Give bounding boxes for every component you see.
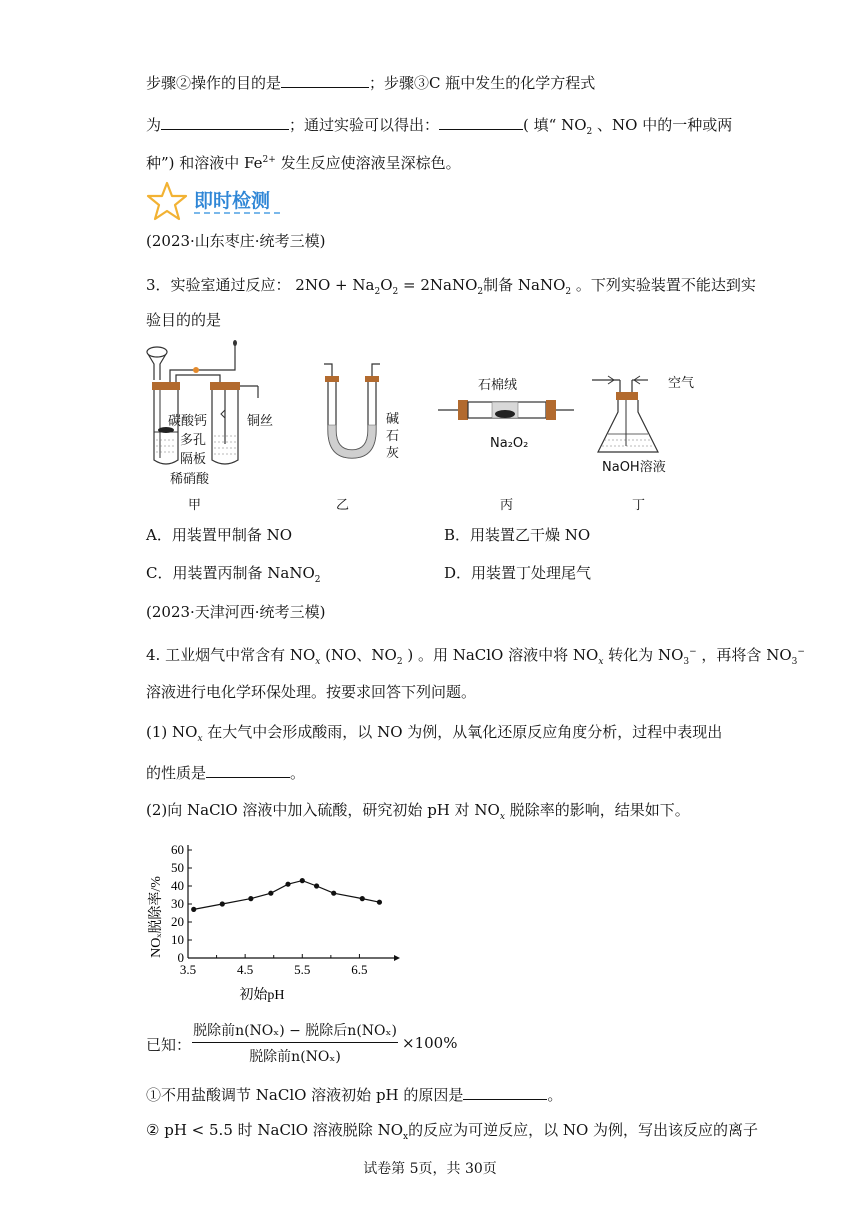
- chart-xlabel: 初始pH: [239, 988, 285, 1003]
- data-point: [248, 896, 253, 901]
- q3-stem-text: = 2NaNO: [398, 276, 478, 294]
- answer-blank[interactable]: [161, 114, 289, 130]
- subscript: 2: [314, 575, 321, 585]
- q4-stem: [146, 642, 805, 672]
- q4-part2-text: 脱除率的影响，结果如下。: [504, 801, 690, 819]
- q4-stem-text: 转化为 NO: [603, 646, 684, 664]
- q4-source: (2023·天津河西·统考三模): [146, 603, 326, 621]
- intro-text: ；步骤③C 瓶中发生的化学方程式: [369, 74, 596, 92]
- star-icon: [146, 180, 188, 222]
- intro-line-1: [146, 72, 595, 93]
- fraction-bar: [192, 1042, 398, 1043]
- q4-sub1-text: ①不用盐酸调节 NaClO 溶液初始 pH 的原因是: [146, 1086, 464, 1104]
- data-point: [285, 882, 290, 887]
- label-asbestos: 石棉绒: [478, 378, 518, 393]
- option-c[interactable]: [146, 562, 320, 585]
- apparatus-ding: [592, 376, 658, 452]
- q4-sub2-text: ② pH < 5.5 时 NaClO 溶液脱除 NO: [146, 1121, 403, 1139]
- subscript: 2: [477, 287, 484, 297]
- subscript: x: [197, 734, 203, 744]
- option-c-text: C．用装置丙制备 NaNO: [146, 564, 315, 582]
- q4-part2: [146, 800, 690, 827]
- intro-text: ( 填“ NO: [523, 116, 587, 134]
- q4-sub2-text: 的反应为可逆反应，以 NO 为例，写出该反应的离子: [408, 1121, 759, 1139]
- option-a[interactable]: A．用装置甲制备 NO: [146, 526, 293, 544]
- option-d[interactable]: D．用装置丁处理尾气: [444, 564, 592, 582]
- q4-part1-text: 的性质是: [146, 764, 207, 782]
- x-axis-arrow: [394, 955, 400, 961]
- chart-ticks: [171, 845, 368, 977]
- fraction-multiplier: ×100%: [402, 1034, 458, 1052]
- fraction-numerator: 脱除前n(NOₓ) − 脱除后n(NOₓ): [193, 1023, 397, 1039]
- label-partition: 隔板: [180, 452, 207, 467]
- label-copper-wire: 铜丝: [247, 414, 274, 429]
- q4-sub1-text: 。: [547, 1086, 563, 1104]
- data-point: [220, 901, 225, 906]
- label-porous: 多孔: [180, 433, 207, 448]
- y-tick-label: 0: [177, 950, 184, 965]
- q4-stem-text: (NO、NO: [320, 646, 397, 664]
- caption-yi: 乙: [336, 498, 350, 513]
- y-tick-label: 50: [171, 860, 184, 875]
- subscript: 2: [396, 657, 403, 667]
- subscript: x: [315, 657, 321, 667]
- label-calcium-carbonate: 碳酸钙: [168, 414, 208, 429]
- caption-bing: 丙: [500, 498, 514, 513]
- q4-part1: [146, 722, 722, 749]
- q4-stem-text: ，再将含 NO: [696, 646, 792, 664]
- subscript: x: [499, 812, 505, 822]
- chart-axes: [185, 845, 400, 961]
- q4-part2-text: (2)向 NaClO 溶液中加入硫酸，研究初始 pH 对 NO: [146, 801, 500, 819]
- subscript: x: [403, 1132, 409, 1142]
- subscript: 2: [586, 127, 593, 137]
- x-tick-label: 3.5: [179, 962, 197, 977]
- superscript: 2+: [262, 155, 276, 165]
- q3-stem-text: 制备 NaNO: [483, 276, 566, 294]
- q3-stem-text: 3．实验室通过反应： 2NO + Na: [146, 276, 375, 294]
- q4-part1-text: 。: [290, 764, 306, 782]
- q3-stem-text: 。下列实验装置不能达到实: [571, 276, 756, 294]
- badge-label: 即时检测: [194, 190, 271, 212]
- caption-jia: 甲: [188, 498, 202, 513]
- intro-line-3: [146, 150, 461, 173]
- y-tick-label: 20: [171, 914, 184, 929]
- q4-part1-line2: [146, 762, 305, 783]
- subscript: 3: [791, 657, 798, 667]
- label-soda-lime-1: 碱: [386, 412, 400, 427]
- q4-part1-text: 在大气中会形成酸雨，以 NO 为例，从氧化还原反应角度分析，过程中表现出: [202, 723, 723, 741]
- q4-sub2: [146, 1120, 758, 1147]
- option-b[interactable]: B．用装置乙干燥 NO: [444, 526, 591, 544]
- subscript: 3: [683, 657, 690, 667]
- data-point: [268, 891, 273, 896]
- label-soda-lime-2: 石: [386, 429, 400, 444]
- q3-stem: [146, 275, 756, 302]
- label-soda-lime-3: 灰: [386, 446, 400, 461]
- y-tick-label: 10: [171, 932, 184, 947]
- label-na2o2: Na₂O₂: [490, 436, 529, 451]
- known-label: 已知：: [146, 1036, 192, 1054]
- answer-blank[interactable]: [439, 114, 523, 130]
- subscript: 2: [565, 287, 572, 297]
- q3-stem-line2: 验目的的是: [146, 311, 222, 329]
- label-naoh-solution: NaOH溶液: [602, 460, 666, 475]
- y-tick-label: 30: [171, 896, 184, 911]
- x-tick-label: 6.5: [351, 962, 368, 977]
- apparatus-yi: [324, 364, 380, 458]
- removal-rate-chart: [140, 845, 410, 1005]
- fraction-denominator: 脱除前n(NOₓ): [249, 1049, 341, 1065]
- intro-text: 为: [146, 116, 162, 134]
- data-point: [314, 883, 319, 888]
- intro-line-2: [146, 114, 732, 142]
- apparatus-figure: [140, 340, 740, 515]
- page-footer: 试卷第 5页，共 30页: [363, 1161, 497, 1177]
- subscript: 2: [392, 287, 399, 297]
- q3-source: (2023·山东枣庄·统考三模): [146, 232, 326, 250]
- q3-stem-text: O: [380, 276, 393, 294]
- intro-text: 、NO 中的一种或两: [592, 116, 733, 134]
- chart-ylabel: NOₓ脱除率/%: [149, 876, 164, 958]
- q4-stem-text: ) 。用 NaClO 溶液中将 NO: [402, 646, 599, 664]
- label-air: 空气: [668, 376, 695, 391]
- data-point: [331, 891, 336, 896]
- x-tick-label: 5.5: [294, 962, 311, 977]
- label-dilute-nitric-acid: 稀硝酸: [170, 472, 210, 487]
- q4-stem-line2: 溶液进行电化学环保处理。按要求回答下列问题。: [146, 683, 477, 701]
- data-point: [191, 907, 196, 912]
- section-badge: [146, 178, 296, 222]
- q4-stem-text: 4. 工业烟气中常含有 NO: [146, 646, 316, 664]
- apparatus-bing: [438, 400, 574, 420]
- answer-blank[interactable]: [281, 72, 369, 88]
- superscript: −: [689, 647, 697, 657]
- data-point: [300, 878, 305, 883]
- answer-blank[interactable]: [206, 762, 290, 778]
- data-point: [377, 900, 382, 905]
- chart-series: [191, 878, 382, 912]
- superscript: −: [797, 647, 805, 657]
- intro-text: 发生反应使溶液呈深棕色。: [275, 154, 461, 172]
- answer-blank[interactable]: [463, 1084, 547, 1100]
- y-tick-label: 60: [171, 845, 184, 857]
- subscript: x: [598, 657, 604, 667]
- data-point: [360, 896, 365, 901]
- badge-underline: [194, 212, 280, 214]
- caption-ding: 丁: [632, 498, 646, 513]
- subscript: 2: [374, 287, 381, 297]
- y-tick-label: 40: [171, 878, 184, 893]
- x-tick-label: 4.5: [237, 962, 254, 977]
- q4-sub1: [146, 1084, 562, 1105]
- intro-text: 步骤②操作的目的是: [146, 74, 282, 92]
- q4-part1-text: (1) NO: [146, 723, 198, 741]
- intro-text: ；通过实验可以得出：: [289, 116, 440, 134]
- intro-text: 种”) 和溶液中 Fe: [146, 154, 263, 172]
